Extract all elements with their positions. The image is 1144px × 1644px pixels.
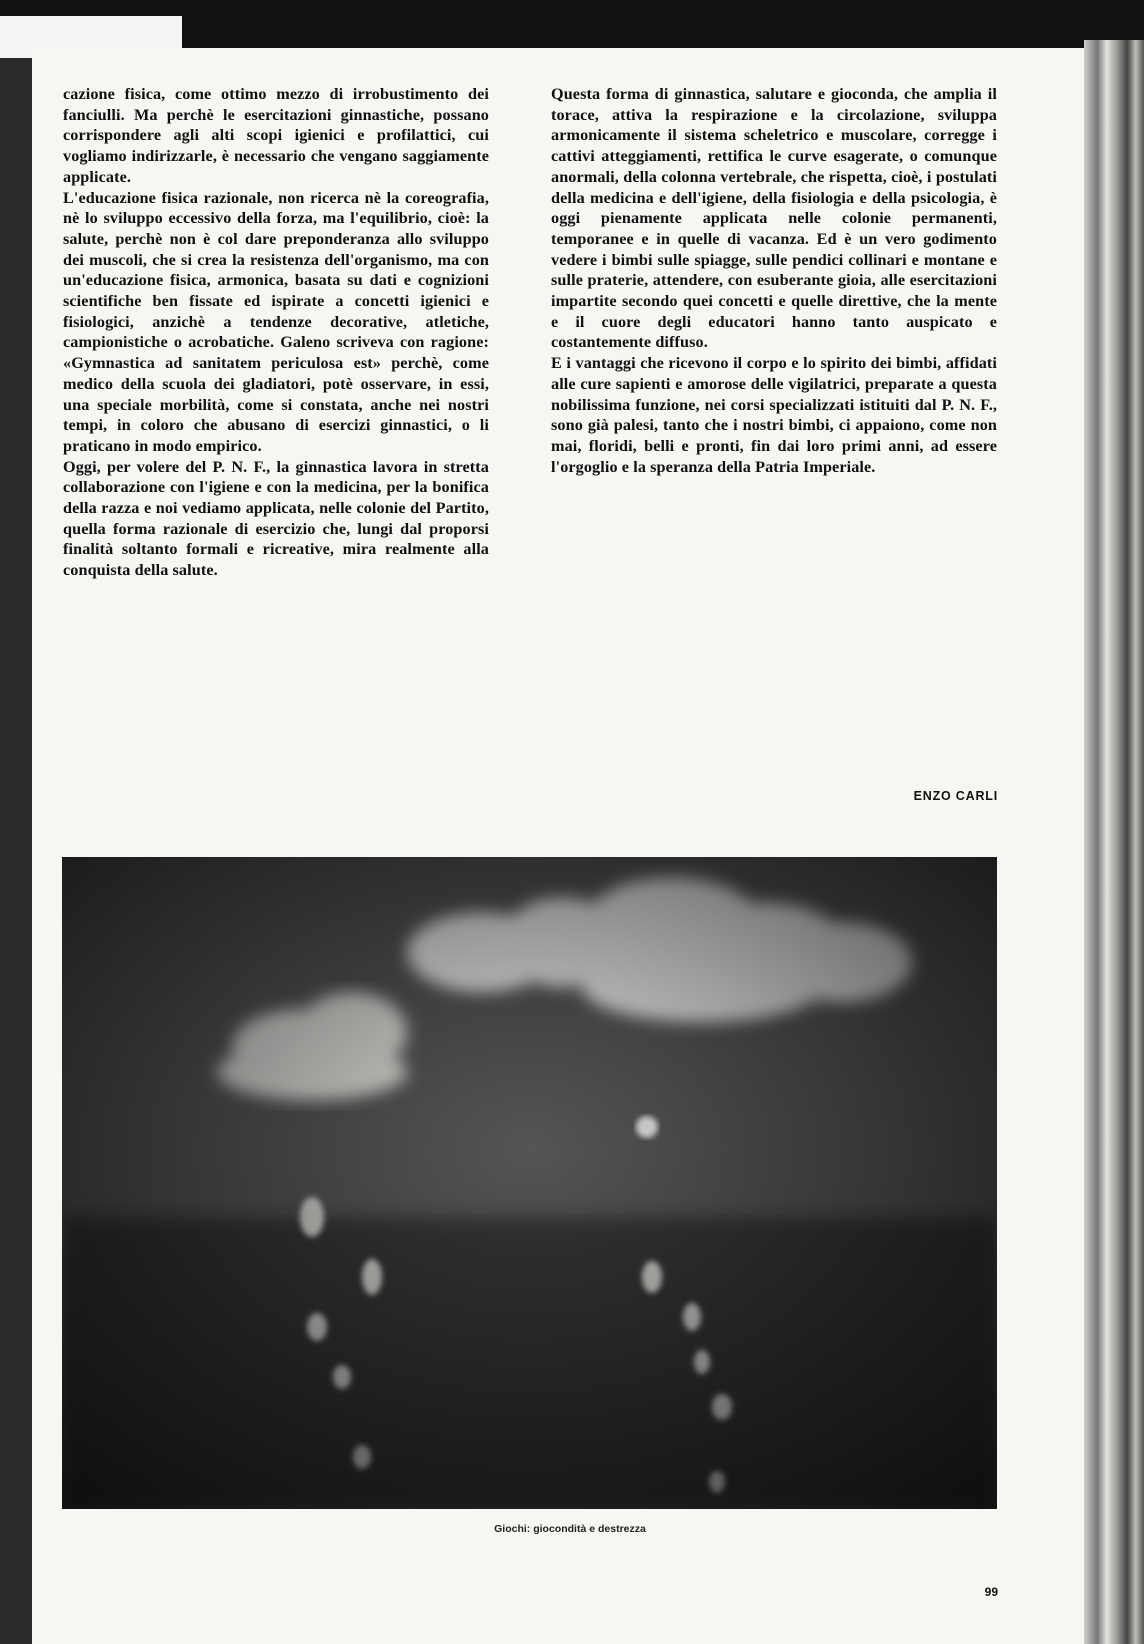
photo-caption: Giochi: giocondità e destrezza — [494, 1523, 646, 1535]
left-paragraph-3: Oggi, per volere del P. N. F., la ginnastica lavora in stretta collaborazione con l'igiene e con la medicina, per la bonifica della razza e noi vediamo applicata, nelle colonie del Partito, quella forma razionale di esercizio che, lungi dal proporsi finalità soltanto formali e ricreative, mira realmente alla conquista della salute. — [63, 457, 489, 580]
author-signature: ENZO CARLI — [913, 789, 998, 803]
children-games-photo — [62, 857, 997, 1509]
right-paragraph-2: E i vantaggi che ricevono il corpo e lo spirito dei bimbi, affidati alle cure sapienti e amorose delle vigilatrici, preparate a questa nobilissima funzione, nei corsi specializzati istituiti dal P. N. F., sono già palesi, tanto che i nostri bimbi, ci appaiono, come non mai, floridi, belli e pronti, fin dai loro primi anni, ad essere l'orgoglio e la speranza della Patria Imperiale. — [551, 354, 997, 476]
left-paragraph-1: cazione fisica, come ottimo mezzo di irrobustimento dei fanciulli. Ma perchè le esercitazioni ginnastiche, possano corrispondere agli alti scopi igienici e profilattici, cui vogliamo indirizzarle, è necessario che vengano saggiamente applicate. — [63, 85, 489, 186]
page-number: 99 — [984, 1585, 998, 1599]
article-right-column — [551, 84, 997, 477]
book-spine-edge — [1084, 40, 1144, 1644]
photo-illustration — [62, 857, 997, 1509]
photo-vignette — [62, 857, 997, 1509]
right-paragraph-1: Questa forma di ginnastica, salutare e gioconda, che amplia il torace, attiva la respirazione e la circolazione, sviluppa armonicamente il sistema scheletrico e muscolare, corregge i cattivi atteggiamenti, rettifica le curve esagerate, o comunque anormali, della colonna vertebrale, che rispetta, cioè, i postulati della medicina e dell'igiene, della fisiologia e della psicologia, è oggi pienamente applicata nelle colonie permanenti, temporanee e in quelle di vacanza. Ed è un vero godimento vedere i bimbi sulle spiagge, sulle pendici collinari e montane e sulle praterie, attendere, con esuberante gioia, alle esercitazioni impartite secondo quei concetti e quelle direttive, che la mente e il cuore degli educatori hanno tanto auspicato e costantemente diffuso. — [551, 85, 997, 352]
article-left-column — [63, 84, 489, 581]
left-paragraph-2: L'educazione fisica razionale, non ricerca nè la coreografia, nè lo sviluppo eccessivo della forza, ma l'equilibrio, cioè: la salute, perchè non è col dare preponderanza allo sviluppo dei muscoli, che si crea la resistenza dell'organismo, ma con un'educazione fisica, armonica, basata su dati e cognizioni scientifiche ben fissate ed ispirate a concetti igienici e fisiologici, anzichè a tendenze decorative, atletiche, campionistiche o acrobatiche. Galeno scriveva con ragione: «Gymnastica ad sanitatem periculosa est» perchè, come medico della scuola dei gladiatori, potè osservare, in essi, una speciale morbilità, come si constata, anche nei nostri tempi, in coloro che abusano di esercizi ginnastici, o li praticano in modo empirico. — [63, 188, 489, 455]
